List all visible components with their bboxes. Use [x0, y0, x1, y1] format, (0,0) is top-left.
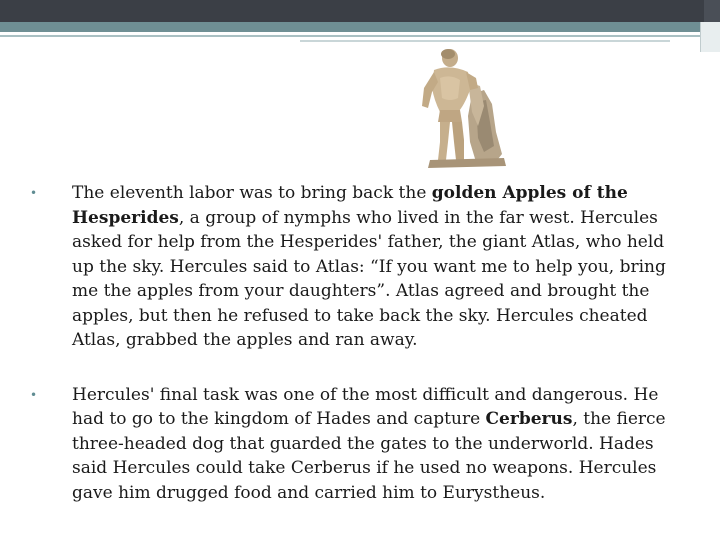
bullet-text: Hercules' final task was one of the most difficult and dangerous. He had to go to the kingdom of Hades and capture Cerberus, the fierce three-headed dog that guarded the gates to the underworld. Hades said Hercules could take Cerberus if he used no weapons. Hercules gave him drugged food and carried him to Eurystheus. — [72, 384, 666, 503]
bullet-final-task — [28, 383, 688, 506]
bullet-eleventh-labor — [28, 181, 688, 353]
header-accent-band — [0, 22, 720, 32]
header-rule — [0, 35, 700, 37]
hercules-statue-icon — [410, 42, 520, 170]
bullet-text: The eleventh labor was to bring back the golden Apples of the Hesperides, a group of nymphs who lived in the far west. Hercules asked for help from the Hesperides' father, the giant Atlas, who held up the sky. Hercules said to Atlas: “If you want me to help you, bring me the apples from your daughters”. Atlas agreed and brought the apples, but then he refused to take back the sky. Hercules cheated Atlas, grabbed the apples and ran away. — [72, 183, 666, 350]
emphasis-cerberus: Cerberus — [485, 409, 573, 429]
corner-tab — [704, 0, 720, 22]
bullet-marker: • — [30, 186, 38, 200]
slide-body — [28, 181, 688, 505]
emphasis-apples: golden Apples of the Hesperides — [72, 183, 628, 228]
header-band — [0, 0, 720, 22]
corner-box — [700, 22, 720, 52]
bullet-marker: • — [30, 387, 38, 402]
